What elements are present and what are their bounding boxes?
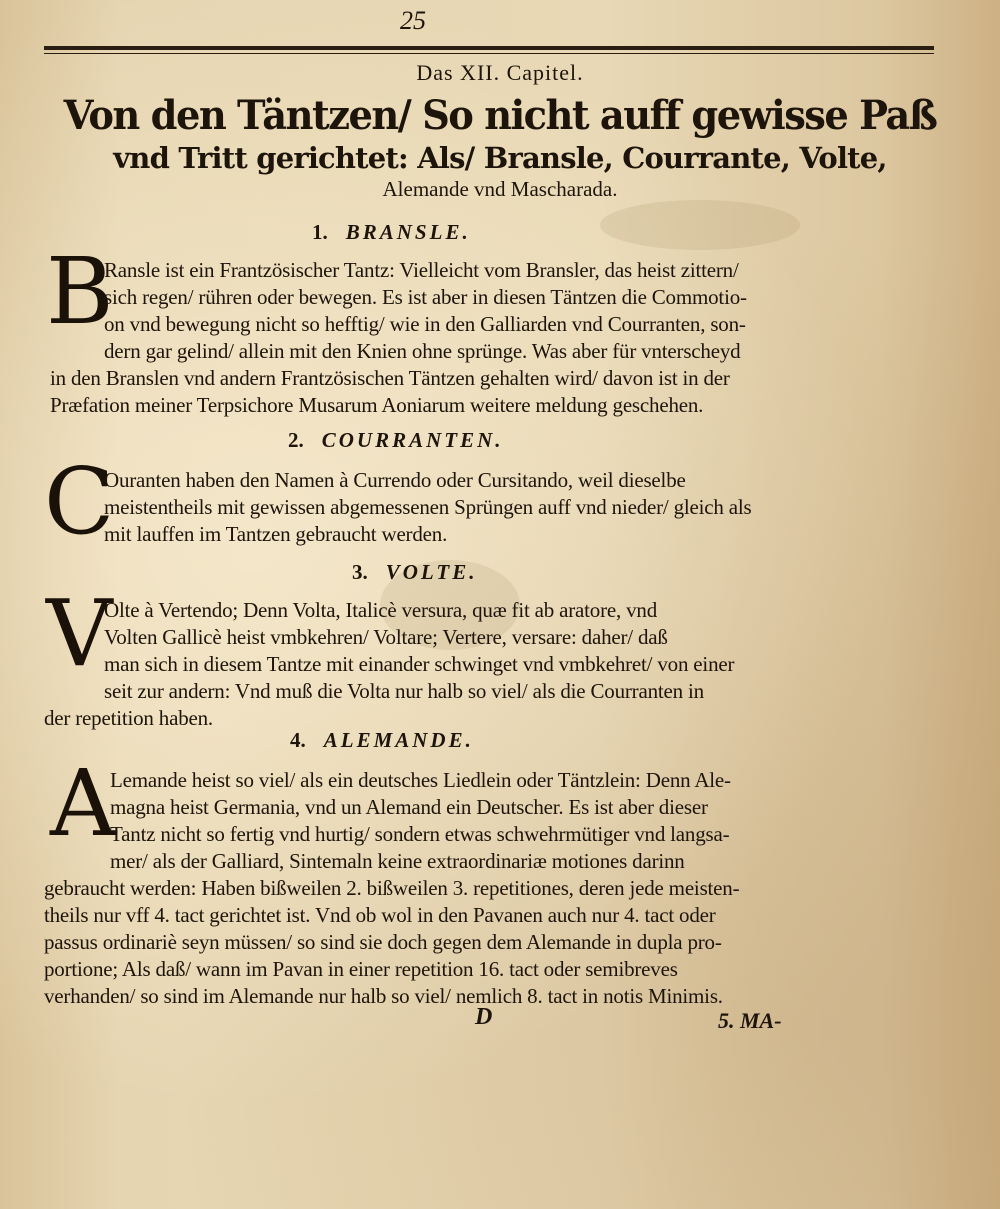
text-line: der repetition haben. [44, 706, 213, 730]
section-number: 3. [352, 560, 368, 584]
text-line: on vnd bewegung nicht so hefftig/ wie in den Galliarden vnd Courranten, son- [104, 312, 746, 336]
text-line: Tantz nicht so fertig vnd hurtig/ sondern etwas schwehrmütiger vnd langsa- [110, 822, 730, 846]
text-line: sich regen/ rühren oder bewegen. Es ist aber in diesen Täntzen die Commotio- [104, 285, 747, 309]
page-title-line-1: Von den Täntzen/ So nicht auff gewisse Paß [63, 92, 937, 139]
page-title-line-2: vnd Tritt gerichtet: Als/ Bransle, Courrante, Volte, [113, 141, 887, 175]
text-line: mer/ als der Galliard, Sintemaln keine extraordinariæ motiones darinn [110, 849, 685, 873]
drop-cap: A [50, 750, 117, 857]
page-title-line-3: Alemande vnd Mascharada. [382, 177, 618, 201]
text-line: Præfation meiner Terpsichore Musarum Aoniarum weitere meldung geschehen. [50, 393, 704, 417]
section-heading-courranten [288, 428, 504, 453]
section-title: ALEMANDE. [323, 728, 474, 752]
catchword: 5. MA- [718, 1008, 782, 1033]
section-heading-alemande [290, 728, 474, 753]
text-line: Lemande heist so viel/ als ein deutsches Liedlein oder Täntzlein: Denn Ale- [110, 768, 731, 792]
text-line: magna heist Germania, vnd un Alemand ein Deutscher. Es ist aber dieser [110, 795, 708, 819]
drop-cap: B [46, 238, 114, 345]
header-rule-thick [44, 46, 934, 50]
chapter-heading: Das XII. Capitel. [416, 60, 584, 85]
text-line: verhanden/ so sind im Alemande nur halb so viel/ nemlich 8. tact in notis Minimis. [44, 984, 723, 1008]
header-rule-thin [44, 53, 934, 54]
paper-stain [600, 200, 800, 250]
signature-mark: D [475, 1004, 493, 1030]
section-title: BRANSLE. [345, 220, 471, 244]
drop-cap: C [44, 448, 115, 555]
section-heading-bransle [312, 220, 471, 245]
text-line: seit zur andern: Vnd muß die Volta nur halb so viel/ als die Courranten in [104, 679, 704, 703]
section-number: 4. [290, 728, 306, 752]
drop-cap: V [46, 580, 113, 687]
text-line: Ouranten haben den Namen à Currendo oder Cursitando, weil dieselbe [104, 468, 686, 492]
page-number: 25 [400, 6, 426, 35]
text-line: portione; Als daß/ wann im Pavan in einer repetition 16. tact oder semibreves [44, 957, 678, 981]
section-title: VOLTE. [385, 560, 478, 584]
text-line: Volten Gallicè heist vmbkehren/ Voltare; Vertere, versare: daher/ daß [104, 625, 668, 649]
text-line: in den Branslen vnd andern Frantzösischen Täntzen gehalten wird/ davon ist in der [50, 366, 730, 390]
text-line: gebraucht werden: Haben bißweilen 2. bißweilen 3. repetitiones, deren jede meisten- [44, 876, 740, 900]
text-line: dern gar gelind/ allein mit den Knien ohne sprünge. Was aber für vnterscheyd [104, 339, 741, 363]
text-line: passus ordinariè seyn müssen/ so sind sie doch gegen dem Alemande in dupla pro- [44, 930, 722, 954]
section-title: COURRANTEN. [321, 428, 504, 452]
text-line: Ransle ist ein Frantzösischer Tantz: Vielleicht vom Bransler, das heist zittern/ [104, 258, 739, 282]
text-line: Olte à Vertendo; Denn Volta, Italicè versura, quæ fit ab aratore, vnd [104, 598, 658, 622]
section-number: 1. [312, 220, 328, 244]
section-heading-volte [352, 560, 477, 585]
text-line: man sich in diesem Tantze mit einander schwinget vnd vmbkehret/ von einer [104, 652, 735, 676]
section-number: 2. [288, 428, 304, 452]
text-line: theils nur vff 4. tact gerichtet ist. Vnd ob wol in den Pavanen auch nur 4. tact oder [44, 903, 716, 927]
text-line: meistentheils mit gewissen abgemessenen Sprüngen auff vnd nieder/ gleich als [104, 495, 752, 519]
text-line: mit lauffen im Tantzen gebraucht werden. [104, 522, 448, 546]
